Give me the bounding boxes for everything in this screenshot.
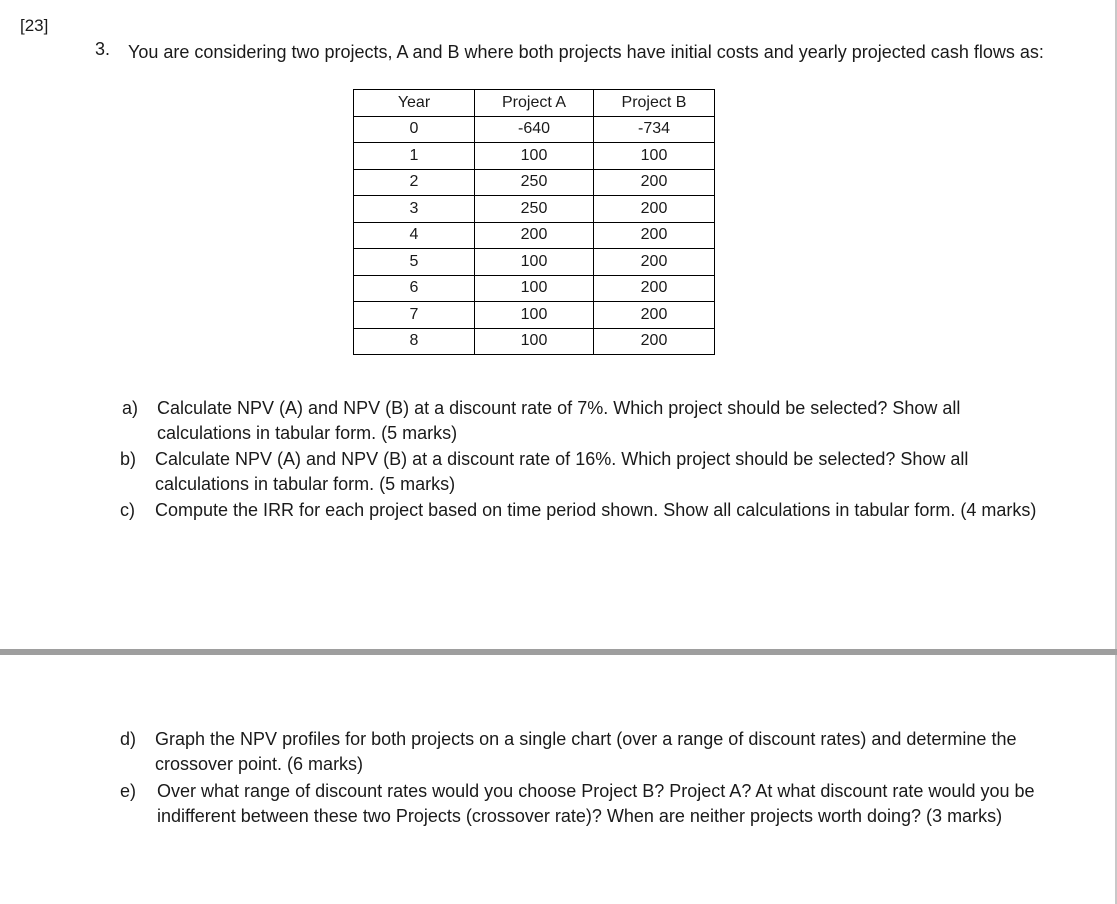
part-label: c) — [120, 500, 135, 520]
total-marks: [23] — [20, 16, 49, 35]
cell-project-a: 250 — [475, 169, 594, 196]
cell-project-a: 100 — [475, 275, 594, 302]
part-text: Graph the NPV profiles for both projects on a single chart (over a range of discount rates) and determine the crossover point. (6 marks) — [155, 729, 1017, 774]
cell-year: 6 — [354, 275, 475, 302]
part-text: Calculate NPV (A) and NPV (B) at a discount rate of 16%. Which project should be selected? Show all calculations in tabular form. (5 marks) — [155, 449, 969, 494]
cash-flow-table — [353, 89, 715, 355]
cell-project-b: 200 — [594, 328, 715, 355]
question-number: 3. — [95, 39, 111, 59]
cell-project-b: 200 — [594, 169, 715, 196]
table-row — [354, 169, 715, 196]
cell-year: 1 — [354, 143, 475, 170]
cell-project-b: 200 — [594, 249, 715, 276]
part-label: e) — [120, 781, 137, 801]
cell-project-a: 100 — [475, 302, 594, 329]
table-row — [354, 116, 715, 143]
cell-project-a: 200 — [475, 222, 594, 249]
cell-year: 3 — [354, 196, 475, 223]
part-text: Over what range of discount rates would you choose Project B? Project A? At what discount rate would you be indifferent between these two Projects (crossover rate)? When are neither projects worth doing? (3 marks) — [157, 781, 1035, 826]
cell-project-b: 200 — [594, 302, 715, 329]
table-row — [354, 275, 715, 302]
part-label: d) — [120, 729, 137, 749]
part-text: Calculate NPV (A) and NPV (B) at a discount rate of 7%. Which project should be selected? Show all calculations in tabular form. (5 marks) — [157, 398, 961, 443]
cell-project-b: -734 — [594, 116, 715, 143]
part-label: a) — [122, 398, 139, 418]
table-row — [354, 302, 715, 329]
table-row — [354, 328, 715, 355]
cell-project-a: 100 — [475, 143, 594, 170]
cell-year: 7 — [354, 302, 475, 329]
table-row — [354, 222, 715, 249]
part-text: Compute the IRR for each project based on time period shown. Show all calculations in tabular form. (4 marks) — [155, 500, 1037, 520]
header-year: Year — [354, 90, 475, 117]
header-project-a: Project A — [475, 90, 594, 117]
cell-project-a: 100 — [475, 328, 594, 355]
table-row — [354, 249, 715, 276]
cell-project-b: 200 — [594, 196, 715, 223]
question-text: You are considering two projects, A and B where both projects have initial costs and yearly projected cash flows as: — [128, 42, 1044, 62]
cell-project-a: 100 — [475, 249, 594, 276]
cell-year: 2 — [354, 169, 475, 196]
cell-project-b: 100 — [594, 143, 715, 170]
section-divider — [0, 649, 1117, 655]
cell-year: 4 — [354, 222, 475, 249]
cell-year: 5 — [354, 249, 475, 276]
cell-year: 0 — [354, 116, 475, 143]
cell-project-a: 250 — [475, 196, 594, 223]
header-project-b: Project B — [594, 90, 715, 117]
table-row — [354, 196, 715, 223]
part-label: b) — [120, 449, 137, 469]
cell-year: 8 — [354, 328, 475, 355]
cell-project-b: 200 — [594, 275, 715, 302]
cell-project-a: -640 — [475, 116, 594, 143]
cell-project-b: 200 — [594, 222, 715, 249]
table-header-row — [354, 90, 715, 117]
table-row — [354, 143, 715, 170]
